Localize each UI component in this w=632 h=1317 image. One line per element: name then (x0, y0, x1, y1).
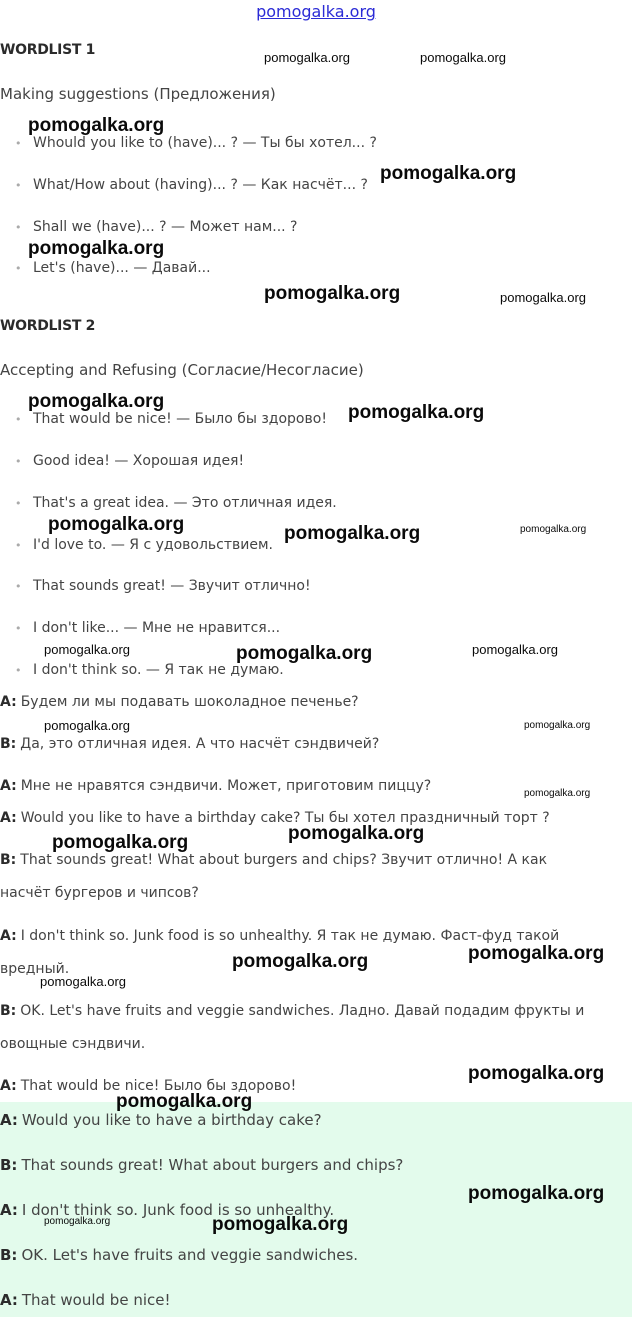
speaker-label: B: (0, 1003, 17, 1019)
wordlist2-heading: WORDLIST 2 (0, 318, 96, 334)
list-item: • Let's (have)... — Давай... (16, 260, 211, 276)
dialogue-line: B: Да, это отличная идея. А что насчёт сэндвичей? (0, 736, 380, 752)
watermark: pomogalka.org (288, 823, 425, 844)
watermark: pomogalka.org (472, 642, 558, 657)
speaker-label: B: (0, 736, 17, 752)
watermark: pomogalka.org (236, 643, 373, 664)
watermark: pomogalka.org (520, 524, 587, 535)
dialogue-line: A: I don't think so. Junk food is so unhealthy. Я так не думаю. Фаст-фуд такой (0, 928, 560, 944)
watermark: pomogalka.org (44, 642, 130, 657)
watermark: pomogalka.org (524, 788, 591, 799)
watermark: pomogalka.org (212, 1214, 349, 1235)
dialogue-line: A: That would be nice! Было бы здорово! (0, 1078, 297, 1094)
dialogue-line: B: That sounds great! What about burgers and chips? Звучит отлично! А как (0, 852, 548, 868)
wordlist1-subtitle: Making suggestions (Предложения) (0, 85, 276, 103)
dialogue-line-continued: вредный. (0, 961, 70, 977)
list-item: • Shall we (have)... ? — Может нам... ? (16, 219, 298, 235)
list-item: • Good idea! — Хорошая идея! (16, 453, 244, 469)
speaker-label: A: (0, 1201, 18, 1219)
watermark: pomogalka.org (232, 951, 369, 972)
speaker-label: A: (0, 928, 17, 944)
speaker-label: B: (0, 1156, 18, 1174)
speaker-label: A: (0, 694, 17, 710)
dialogue-line: A: Мне не нравятся сэндвичи. Может, приготовим пиццу? (0, 778, 432, 794)
speaker-label: A: (0, 1291, 18, 1309)
list-item: • That would be nice! — Было бы здорово! (16, 411, 327, 427)
watermark: pomogalka.org (524, 720, 591, 731)
dialogue-line: A: I don't think so. Junk food is so unhealthy. (0, 1201, 335, 1219)
watermark: pomogalka.org (28, 391, 165, 412)
watermark: pomogalka.org (52, 832, 189, 853)
dialogue-line: A: Would you like to have a birthday cake? (0, 1111, 322, 1129)
watermark: pomogalka.org (380, 163, 517, 184)
watermark: pomogalka.org (28, 238, 165, 259)
dialogue-line: B: That sounds great! What about burgers and chips? (0, 1156, 404, 1174)
watermark: pomogalka.org (500, 290, 586, 305)
watermark: pomogalka.org (264, 283, 401, 304)
dialogue-line: A: Будем ли мы подавать шоколадное печенье? (0, 694, 359, 710)
speaker-label: A: (0, 810, 17, 826)
speaker-label: B: (0, 852, 17, 868)
dialogue-line-continued: овощные сэндвичи. (0, 1036, 146, 1052)
watermark: pomogalka.org (48, 514, 185, 535)
watermark: pomogalka.org (468, 943, 605, 964)
speaker-label: B: (0, 1246, 18, 1264)
dialogue-line: A: That would be nice! (0, 1291, 171, 1309)
watermark: pomogalka.org (264, 50, 350, 65)
watermark: pomogalka.org (348, 402, 485, 423)
list-item: • That sounds great! — Звучит отлично! (16, 578, 311, 594)
watermark: pomogalka.org (44, 1216, 111, 1227)
top-watermark-link[interactable]: pomogalka.org (256, 2, 376, 21)
watermark: pomogalka.org (40, 974, 126, 989)
list-item: • I don't like... — Мне не нравится... (16, 620, 280, 636)
speaker-label: A: (0, 1078, 17, 1094)
watermark: pomogalka.org (468, 1183, 605, 1204)
dialogue-line-continued: насчёт бургеров и чипсов? (0, 885, 199, 901)
list-item: • Whould you like to (have)... ? — Ты бы хотел... ? (16, 135, 377, 151)
watermark: pomogalka.org (28, 115, 165, 136)
watermark: pomogalka.org (420, 50, 506, 65)
speaker-label: A: (0, 778, 17, 794)
watermark: pomogalka.org (284, 523, 421, 544)
dialogue-line: A: Would you like to have a birthday cake? Ты бы хотел праздничный торт ? (0, 810, 550, 826)
wordlist1-heading: WORDLIST 1 (0, 42, 96, 58)
dialogue-line: B: OK. Let's have fruits and veggie sandwiches. Ладно. Давай подадим фрукты и (0, 1003, 585, 1019)
watermark: pomogalka.org (116, 1091, 253, 1112)
watermark: pomogalka.org (44, 718, 130, 733)
watermark: pomogalka.org (468, 1063, 605, 1084)
list-item: • I don't think so. — Я так не думаю. (16, 662, 284, 678)
list-item: • That's a great idea. — Это отличная идея. (16, 495, 337, 511)
list-item: • I'd love to. — Я с удовольствием. (16, 537, 273, 553)
speaker-label: A: (0, 1111, 18, 1129)
dialogue-line: B: OK. Let's have fruits and veggie sandwiches. (0, 1246, 359, 1264)
wordlist2-subtitle: Accepting and Refusing (Согласие/Несогласие) (0, 361, 364, 379)
list-item: • What/How about (having)... ? — Как насчёт... ? (16, 177, 368, 193)
